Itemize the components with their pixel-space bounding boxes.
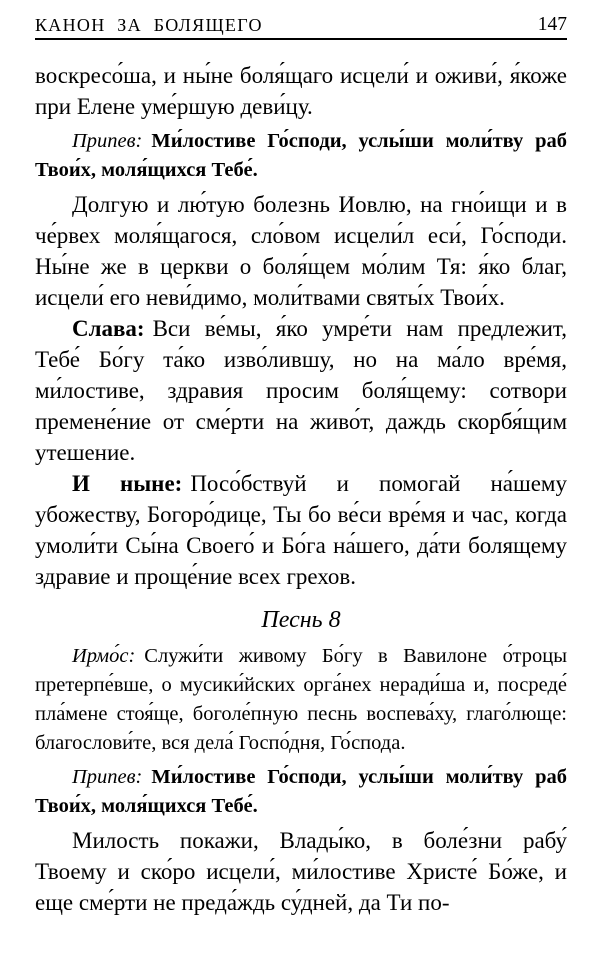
refrain-text: Ми́лостиве Го́споди, услы́ши моли́тву раб Твои́х, моля́щихся Тебе́. bbox=[35, 130, 567, 181]
refrain-paragraph bbox=[35, 127, 567, 185]
i-nyne-label: И ныне: bbox=[72, 471, 183, 496]
paragraph-text: Долгую и лю́тую болезнь Иовлю, на гно́ищи и в че́рвех моля́щагося, сло́вом исцели́л еси́, Го́споди. Ны́не же в церкви о боля́щем мо́лим Тя: я́ко благ, исцели́ его неви́димо, моли́твами святы́х Твои́х. bbox=[35, 192, 567, 310]
paragraph-text: Служи́ти живому Бо́гу в Вавилоне о́троцы претерпе́вше, о мусики́йских орга́нех неради́ша и, посреде́ пла́мене стоя́ще, боголе́пную песнь воспева́ху, глаго́люще: благослови́те, вся дела́ Госпо́дня, Го́спода. bbox=[35, 645, 567, 754]
paragraph-continuation bbox=[35, 60, 567, 122]
refrain-paragraph bbox=[35, 763, 567, 821]
running-header-title: КАНОН ЗА БОЛЯЩЕГО bbox=[35, 15, 263, 35]
paragraph-text: Милость покажи, Влады́ко, в боле́зни рабу́ Твоему и ско́ро исцели́, ми́лостиве Христе́ Бо́же, и еще сме́рти не преда́ждь су́дней, да Ти по- bbox=[35, 828, 567, 915]
paragraph-text: Посо́бствуй и помогай на́шему убожеству, Богоро́дице, Ты бо ве́си вре́мя и час, когда умоли́ти Сы́на Своего́ и Бо́га на́шего, да́ти болящему здравие и проще́ние всех грехов. bbox=[35, 471, 567, 589]
paragraph-text: Вси ве́мы, я́ко умре́ти нам предлежит, Тебе́ Бо́гу та́ко изво́лившу, но на ма́ло вре́мя, ми́лостиве, здравия просим боля́щему: сотвори премене́ние от сме́рти на живо́т, даждь скорбя́щим утешение. bbox=[35, 316, 567, 465]
page-number: 147 bbox=[537, 14, 567, 35]
paragraph-slava bbox=[35, 313, 567, 468]
paragraph-text: воскресо́ша, и ны́не боля́щаго исцели́ и оживи́, я́коже при Елене уме́ршую деви́цу. bbox=[35, 63, 567, 119]
song-heading: Песнь 8 bbox=[261, 607, 341, 633]
page-body bbox=[35, 60, 567, 918]
paragraph bbox=[35, 825, 567, 918]
paragraph-i-nyne bbox=[35, 468, 567, 592]
refrain-label: Припев: bbox=[72, 766, 143, 788]
irmos-paragraph bbox=[35, 642, 567, 758]
refrain-text: Ми́лостиве Го́споди, услы́ши моли́тву раб Твои́х, моля́щихся Тебе́. bbox=[35, 766, 567, 817]
paragraph bbox=[35, 189, 567, 313]
running-header bbox=[35, 14, 567, 36]
header-rule bbox=[35, 38, 567, 40]
irmos-label: Ирмо́с: bbox=[72, 645, 136, 667]
slava-label: Слава: bbox=[72, 316, 145, 341]
refrain-label: Припев: bbox=[72, 130, 143, 152]
